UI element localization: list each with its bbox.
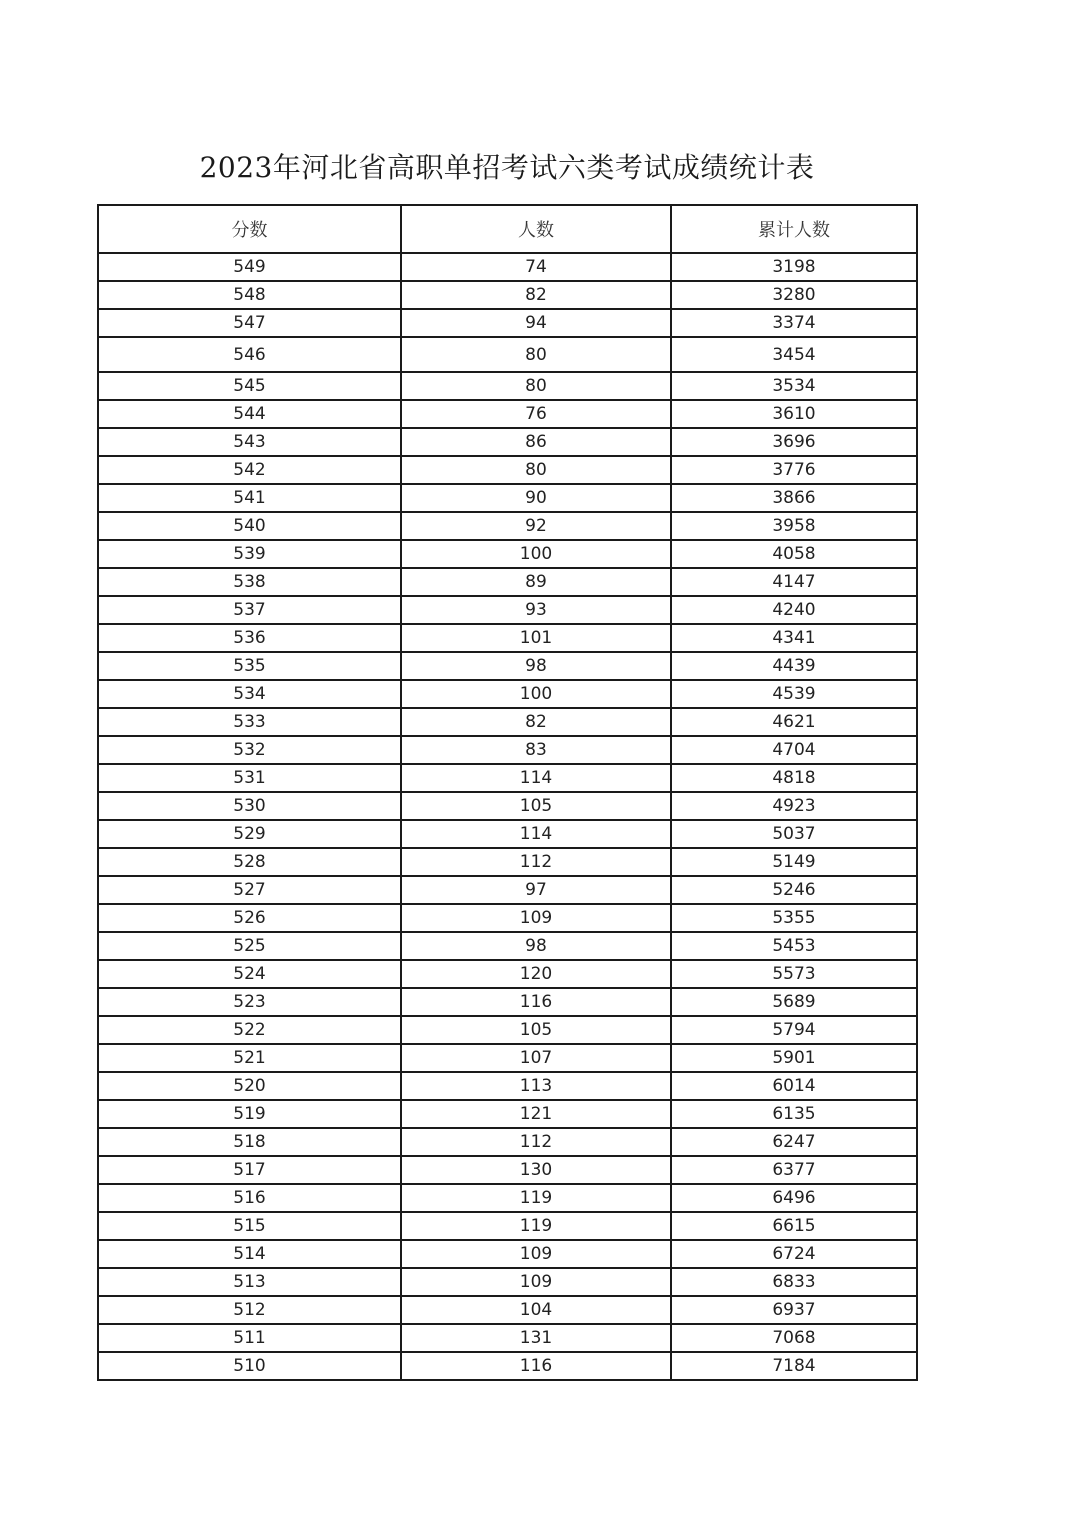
table-row bbox=[98, 1352, 917, 1380]
cell-score: 519 bbox=[98, 1100, 401, 1128]
cell-score: 538 bbox=[98, 568, 401, 596]
cell-cumulative-count: 4147 bbox=[671, 568, 917, 596]
table-row bbox=[98, 568, 917, 596]
table-row bbox=[98, 337, 917, 372]
table-row bbox=[98, 540, 917, 568]
cell-cumulative-count: 6937 bbox=[671, 1296, 917, 1324]
cell-cumulative-count: 4704 bbox=[671, 736, 917, 764]
cell-cumulative-count: 3776 bbox=[671, 456, 917, 484]
cell-cumulative-count: 3534 bbox=[671, 372, 917, 400]
cell-count: 83 bbox=[401, 736, 671, 764]
cell-count: 104 bbox=[401, 1296, 671, 1324]
table-row bbox=[98, 1044, 917, 1072]
cell-count: 82 bbox=[401, 281, 671, 309]
cell-score: 545 bbox=[98, 372, 401, 400]
cell-cumulative-count: 5573 bbox=[671, 960, 917, 988]
table-row bbox=[98, 736, 917, 764]
cell-cumulative-count: 4240 bbox=[671, 596, 917, 624]
cell-score: 533 bbox=[98, 708, 401, 736]
header-count: 人数 bbox=[401, 205, 671, 253]
cell-count: 97 bbox=[401, 876, 671, 904]
table-row bbox=[98, 904, 917, 932]
cell-score: 548 bbox=[98, 281, 401, 309]
cell-score: 515 bbox=[98, 1212, 401, 1240]
page-title: 2023年河北省高职单招考试六类考试成绩统计表 bbox=[199, 151, 815, 184]
cell-cumulative-count: 4058 bbox=[671, 540, 917, 568]
cell-count: 121 bbox=[401, 1100, 671, 1128]
cell-score: 543 bbox=[98, 428, 401, 456]
cell-score: 523 bbox=[98, 988, 401, 1016]
cell-cumulative-count: 4818 bbox=[671, 764, 917, 792]
table-row bbox=[98, 1184, 917, 1212]
table-row bbox=[98, 484, 917, 512]
cell-score: 546 bbox=[98, 337, 401, 372]
cell-score: 549 bbox=[98, 253, 401, 281]
cell-cumulative-count: 5689 bbox=[671, 988, 917, 1016]
table-row bbox=[98, 1296, 917, 1324]
table-row bbox=[98, 764, 917, 792]
table-row bbox=[98, 1212, 917, 1240]
table-row bbox=[98, 512, 917, 540]
cell-score: 525 bbox=[98, 932, 401, 960]
cell-count: 89 bbox=[401, 568, 671, 596]
cell-cumulative-count: 6014 bbox=[671, 1072, 917, 1100]
cell-count: 100 bbox=[401, 540, 671, 568]
table-row bbox=[98, 428, 917, 456]
cell-score: 537 bbox=[98, 596, 401, 624]
table-row bbox=[98, 820, 917, 848]
cell-cumulative-count: 3696 bbox=[671, 428, 917, 456]
cell-cumulative-count: 6247 bbox=[671, 1128, 917, 1156]
table-row bbox=[98, 624, 917, 652]
cell-score: 510 bbox=[98, 1352, 401, 1380]
cell-count: 113 bbox=[401, 1072, 671, 1100]
cell-score: 540 bbox=[98, 512, 401, 540]
cell-score: 511 bbox=[98, 1324, 401, 1352]
cell-score: 517 bbox=[98, 1156, 401, 1184]
cell-cumulative-count: 5901 bbox=[671, 1044, 917, 1072]
cell-score: 542 bbox=[98, 456, 401, 484]
table-row bbox=[98, 708, 917, 736]
cell-cumulative-count: 4539 bbox=[671, 680, 917, 708]
cell-count: 80 bbox=[401, 337, 671, 372]
cell-score: 516 bbox=[98, 1184, 401, 1212]
cell-count: 131 bbox=[401, 1324, 671, 1352]
cell-score: 539 bbox=[98, 540, 401, 568]
cell-score: 530 bbox=[98, 792, 401, 820]
cell-count: 107 bbox=[401, 1044, 671, 1072]
cell-count: 100 bbox=[401, 680, 671, 708]
cell-count: 82 bbox=[401, 708, 671, 736]
cell-count: 120 bbox=[401, 960, 671, 988]
cell-count: 98 bbox=[401, 652, 671, 680]
score-statistics-table bbox=[97, 204, 918, 1381]
cell-cumulative-count: 3610 bbox=[671, 400, 917, 428]
cell-cumulative-count: 4439 bbox=[671, 652, 917, 680]
cell-count: 114 bbox=[401, 764, 671, 792]
cell-count: 94 bbox=[401, 309, 671, 337]
cell-count: 86 bbox=[401, 428, 671, 456]
cell-cumulative-count: 3280 bbox=[671, 281, 917, 309]
cell-cumulative-count: 3958 bbox=[671, 512, 917, 540]
table-row bbox=[98, 932, 917, 960]
table-row bbox=[98, 1156, 917, 1184]
cell-cumulative-count: 6615 bbox=[671, 1212, 917, 1240]
cell-count: 109 bbox=[401, 904, 671, 932]
cell-score: 521 bbox=[98, 1044, 401, 1072]
table-row bbox=[98, 988, 917, 1016]
cell-score: 520 bbox=[98, 1072, 401, 1100]
cell-count: 114 bbox=[401, 820, 671, 848]
table-row bbox=[98, 309, 917, 337]
cell-cumulative-count: 7184 bbox=[671, 1352, 917, 1380]
cell-cumulative-count: 4621 bbox=[671, 708, 917, 736]
table-row bbox=[98, 1100, 917, 1128]
cell-cumulative-count: 6377 bbox=[671, 1156, 917, 1184]
table-row bbox=[98, 1072, 917, 1100]
cell-score: 544 bbox=[98, 400, 401, 428]
cell-score: 541 bbox=[98, 484, 401, 512]
cell-cumulative-count: 5149 bbox=[671, 848, 917, 876]
cell-score: 527 bbox=[98, 876, 401, 904]
table-row bbox=[98, 1240, 917, 1268]
table-row bbox=[98, 680, 917, 708]
cell-count: 109 bbox=[401, 1268, 671, 1296]
table-row bbox=[98, 456, 917, 484]
cell-cumulative-count: 5794 bbox=[671, 1016, 917, 1044]
cell-count: 74 bbox=[401, 253, 671, 281]
table-row bbox=[98, 848, 917, 876]
table-row bbox=[98, 253, 917, 281]
table-body bbox=[98, 253, 917, 1380]
cell-score: 535 bbox=[98, 652, 401, 680]
cell-count: 119 bbox=[401, 1184, 671, 1212]
header-score: 分数 bbox=[98, 205, 401, 253]
cell-score: 528 bbox=[98, 848, 401, 876]
table-row bbox=[98, 400, 917, 428]
cell-count: 80 bbox=[401, 456, 671, 484]
table-row bbox=[98, 1128, 917, 1156]
cell-count: 98 bbox=[401, 932, 671, 960]
cell-count: 76 bbox=[401, 400, 671, 428]
cell-score: 522 bbox=[98, 1016, 401, 1044]
cell-cumulative-count: 5355 bbox=[671, 904, 917, 932]
table-row bbox=[98, 281, 917, 309]
cell-cumulative-count: 3374 bbox=[671, 309, 917, 337]
cell-score: 526 bbox=[98, 904, 401, 932]
cell-count: 116 bbox=[401, 988, 671, 1016]
cell-score: 524 bbox=[98, 960, 401, 988]
cell-score: 534 bbox=[98, 680, 401, 708]
table-row bbox=[98, 596, 917, 624]
cell-count: 130 bbox=[401, 1156, 671, 1184]
cell-cumulative-count: 6724 bbox=[671, 1240, 917, 1268]
cell-count: 109 bbox=[401, 1240, 671, 1268]
table-row bbox=[98, 960, 917, 988]
table-row bbox=[98, 372, 917, 400]
cell-cumulative-count: 5453 bbox=[671, 932, 917, 960]
cell-cumulative-count: 4341 bbox=[671, 624, 917, 652]
cell-cumulative-count: 4923 bbox=[671, 792, 917, 820]
cell-score: 518 bbox=[98, 1128, 401, 1156]
cell-score: 513 bbox=[98, 1268, 401, 1296]
table-header-row bbox=[98, 205, 917, 253]
cell-cumulative-count: 5037 bbox=[671, 820, 917, 848]
table-row bbox=[98, 1324, 917, 1352]
cell-count: 90 bbox=[401, 484, 671, 512]
cell-count: 92 bbox=[401, 512, 671, 540]
table-row bbox=[98, 1268, 917, 1296]
cell-count: 119 bbox=[401, 1212, 671, 1240]
cell-score: 531 bbox=[98, 764, 401, 792]
cell-cumulative-count: 3198 bbox=[671, 253, 917, 281]
table-row bbox=[98, 792, 917, 820]
cell-cumulative-count: 6833 bbox=[671, 1268, 917, 1296]
cell-count: 112 bbox=[401, 848, 671, 876]
cell-count: 93 bbox=[401, 596, 671, 624]
cell-count: 101 bbox=[401, 624, 671, 652]
cell-count: 112 bbox=[401, 1128, 671, 1156]
table-row bbox=[98, 876, 917, 904]
cell-cumulative-count: 6496 bbox=[671, 1184, 917, 1212]
table-row bbox=[98, 1016, 917, 1044]
cell-score: 514 bbox=[98, 1240, 401, 1268]
cell-cumulative-count: 3454 bbox=[671, 337, 917, 372]
cell-score: 529 bbox=[98, 820, 401, 848]
cell-count: 105 bbox=[401, 1016, 671, 1044]
cell-count: 105 bbox=[401, 792, 671, 820]
cell-count: 80 bbox=[401, 372, 671, 400]
cell-cumulative-count: 5246 bbox=[671, 876, 917, 904]
header-cumulative-count: 累计人数 bbox=[671, 205, 917, 253]
cell-score: 536 bbox=[98, 624, 401, 652]
cell-cumulative-count: 6135 bbox=[671, 1100, 917, 1128]
cell-score: 532 bbox=[98, 736, 401, 764]
cell-cumulative-count: 7068 bbox=[671, 1324, 917, 1352]
cell-score: 547 bbox=[98, 309, 401, 337]
cell-cumulative-count: 3866 bbox=[671, 484, 917, 512]
table-row bbox=[98, 652, 917, 680]
cell-score: 512 bbox=[98, 1296, 401, 1324]
cell-count: 116 bbox=[401, 1352, 671, 1380]
